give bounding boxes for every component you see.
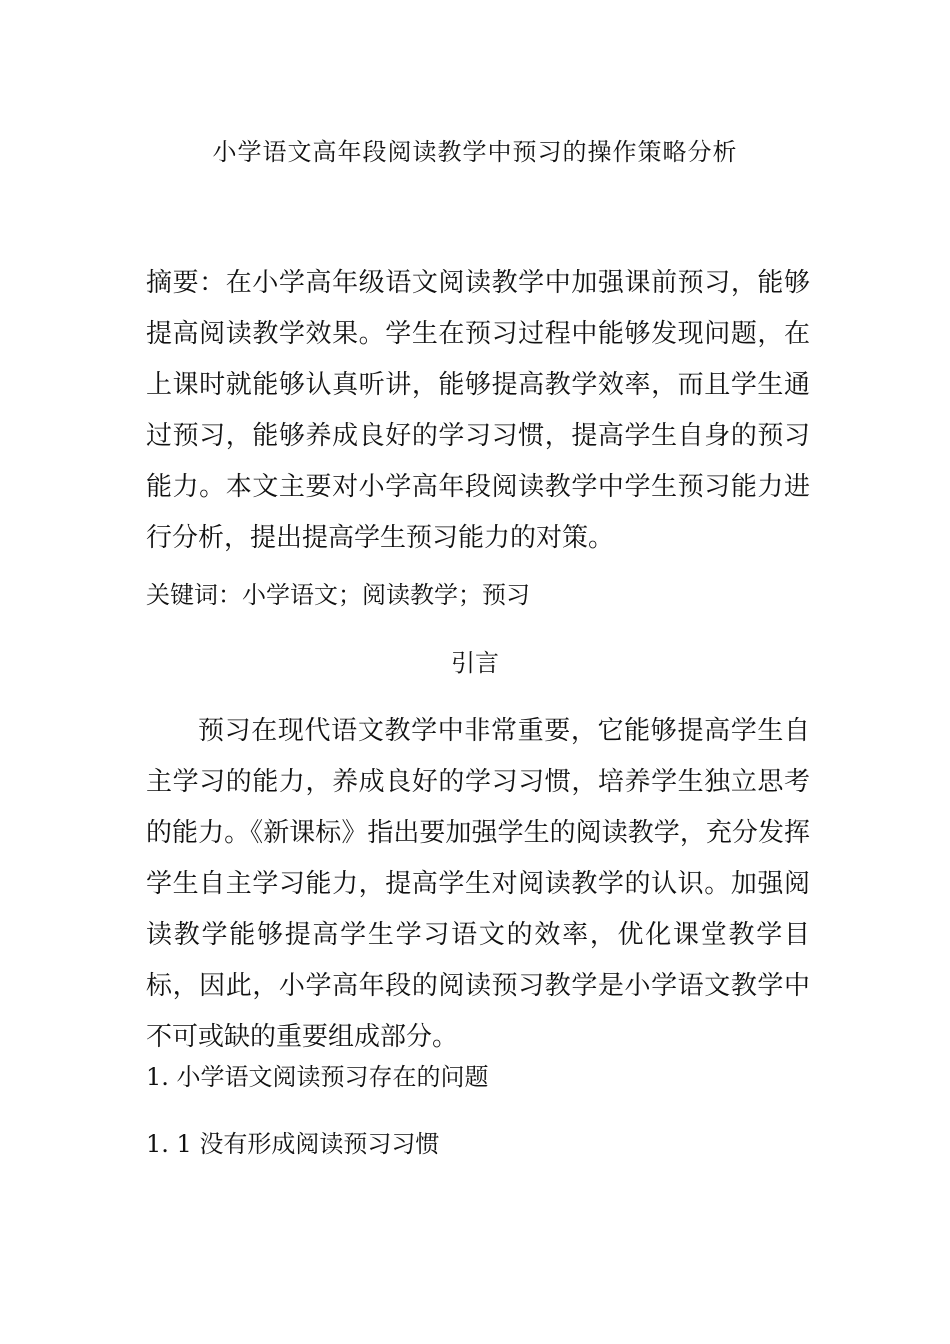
section-heading-1: 1. 小学语文阅读预习存在的问题 [146, 1063, 489, 1091]
intro-paragraph: 预习在现代语文教学中非常重要，它能够提高学生自主学习的能力，养成良好的学习习惯，培养学生独立思考的能力。《新课标》指出要加强学生的阅读教学，充分发挥学生自主学习能力，提高学生对阅读教学的认识。加强阅读教学能够提高学生学习语文的效率，优化课堂教学目标，因此，小学高年段的阅读预习教学是小学语文教学中不可或缺的重要组成部分。 [146, 716, 810, 1052]
section-heading-1-1: 1. 1 没有形成阅读预习习惯 [146, 1130, 440, 1158]
keywords-line: 关键词：小学语文；阅读教学；预习 [146, 581, 530, 609]
abstract-paragraph: 摘要：在小学高年级语文阅读教学中加强课前预习，能够提高阅读教学效果。学生在预习过程中能够发现问题，在上课时就能够认真听讲，能够提高教学效率，而且学生通过预习，能够养成良好的学习习惯，提高学生自身的预习能力。本文主要对小学高年段阅读教学中学生预习能力进行分析，提出提高学生预习能力的对策。 [146, 268, 810, 553]
document-title: 小学语文高年段阅读教学中预习的操作策略分析 [212, 138, 738, 166]
intro-heading: 引言 [451, 649, 499, 677]
